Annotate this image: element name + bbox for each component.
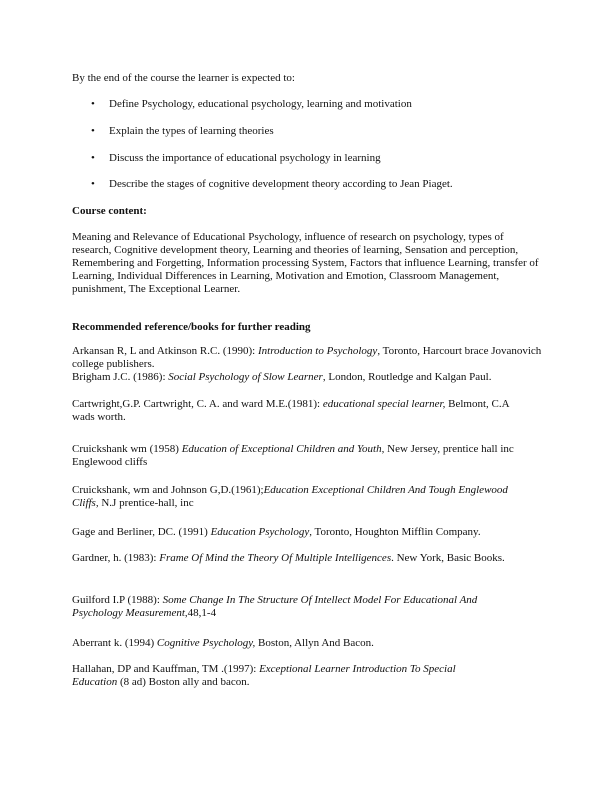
reference-item — [72, 484, 512, 510]
references-heading: Recommended reference/books for further reading — [72, 321, 311, 333]
reference-text: (8 ad) Boston ally and bacon. — [117, 676, 250, 688]
reference-text: Boston, Allyn And Bacon. — [255, 637, 374, 649]
reference-text: , London, Routledge and Kalgan Paul. — [322, 371, 492, 383]
reference-text: Belmont, C.A wads worth. — [72, 398, 509, 423]
course-content-text: Meaning and Relevance of Educational Psychology, influence of research on psychology, types of research, Cognitive development theory, Learning and theories of learning, Sensation and perception, Remembering and Forgetting, Information processing System, Factors that influence Learning, transfer of Learning, Individual Differences in Learning, Motivation and Emotion, Classroom Management, punishment, The Exceptional Learner. — [72, 231, 539, 295]
course-content-heading: Course content: — [72, 205, 147, 217]
reference-text: Gardner, h. (1983): — [72, 552, 160, 564]
reference-item — [72, 637, 544, 650]
reference-text: Arkansan R, L and Atkinson R.C. (1990): — [72, 345, 258, 357]
reference-text: N.J prentice-hall, inc — [98, 497, 194, 509]
reference-item — [72, 443, 544, 469]
reference-title: Exceptional Learner Introduction To Special Education — [72, 663, 456, 688]
reference-text: Guilford I.P (1988): — [72, 594, 163, 606]
reference-item — [72, 371, 544, 384]
bullet-icon: • — [91, 98, 95, 110]
bullet-icon: • — [91, 152, 95, 164]
reference-item — [72, 345, 544, 371]
reference-text: ,48,1-4 — [184, 607, 217, 619]
reference-text: Gage and Berliner, DC. (1991) — [72, 526, 211, 538]
reference-item — [72, 526, 544, 539]
reference-title: Education Psychology — [210, 526, 310, 538]
reference-item — [72, 552, 512, 565]
reference-text: Cruickshank wm (1958) — [72, 443, 182, 455]
reference-title: educational special learner, — [322, 398, 446, 410]
reference-text: Brigham J.C. (1986): — [72, 371, 169, 383]
reference-title: Education of Exceptional Children and Youth, — [181, 443, 385, 455]
reference-title: Introduction to Psychology — [257, 345, 378, 357]
reference-text: Aberrant k. (1994) — [72, 637, 157, 649]
reference-text: Cartwright,G.P. Cartwright, C. A. and ward M.E.(1981): — [72, 398, 323, 410]
reference-text: , Toronto, Harcourt brace Jovanovich college publishers. — [72, 345, 542, 370]
reference-title: Frame Of Mind the Theory Of Multiple Intelligences — [159, 552, 392, 564]
reference-item — [72, 663, 492, 689]
reference-text: , Toronto, Houghton Mifflin Company. — [309, 526, 481, 538]
reference-text: New Jersey, prentice hall inc Englewood cliffs — [72, 443, 514, 468]
reference-text: Hallahan, DP and Kauffman, TM .(1997): — [72, 663, 260, 675]
reference-title: Some Change In The Structure Of Intellect Model For Educational And Psychology Measurement — [72, 594, 478, 619]
reference-item — [72, 594, 522, 620]
reference-title: Education Exceptional Children And Tough Englewood Cliffs, — [72, 484, 508, 509]
reference-title: Cognitive Psychology, — [156, 637, 256, 649]
bullet-icon: • — [91, 178, 95, 190]
reference-text: Cruickshank, wm and Johnson G,D.(1961); — [72, 484, 264, 496]
reference-text: . New York, Basic Books. — [391, 552, 505, 564]
bullet-icon: • — [91, 125, 95, 137]
intro-text: By the end of the course the learner is expected to: — [72, 72, 295, 84]
reference-title: Social Psychology of Slow Learner — [168, 371, 323, 383]
reference-item — [72, 398, 522, 424]
